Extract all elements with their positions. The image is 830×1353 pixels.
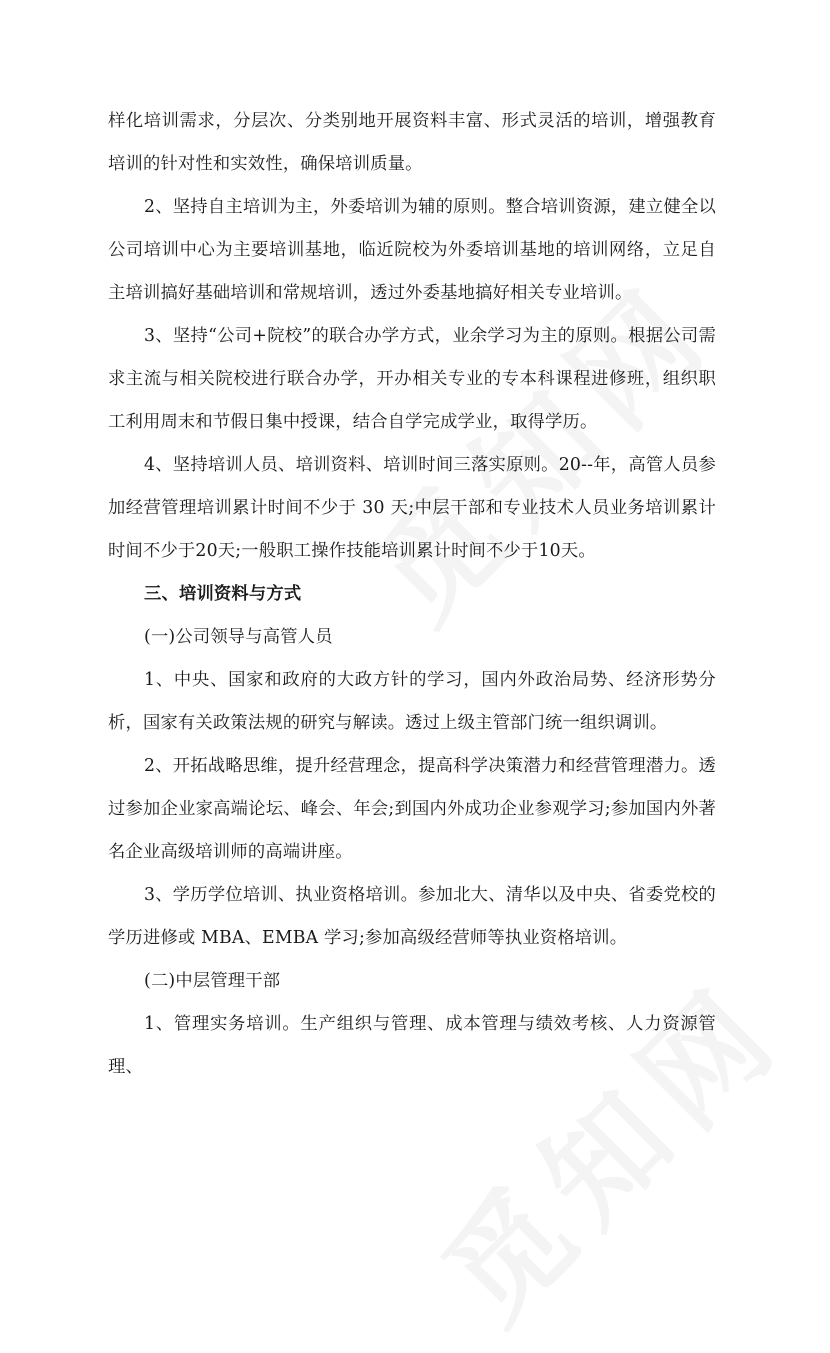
- subsection-heading-leaders: (一)公司领导与高管人员: [144, 627, 333, 647]
- subsection-heading-middle-managers: (二)中层管理干部: [144, 971, 281, 991]
- paragraph-principle-3: 3、坚持“公司+院校”的联合办学方式，业余学习为主的原则。根据公司需求主流与相关院校进行联合办学，开办相关专业的专本科课程进修班，组织职工利用周末和节假日集中授课，结合自学完成学业，取得学历。: [108, 326, 716, 432]
- paragraph-leaders-1: 1、中央、国家和政府的大政方针的学习，国内外政治局势、经济形势分析，国家有关政策法规的研究与解读。透过上级主管部门统一组织调训。: [108, 670, 716, 733]
- paragraph-middle-managers-1: 1、管理实务培训。生产组织与管理、成本管理与绩效考核、人力资源管理、: [108, 1014, 716, 1077]
- section-heading: 三、培训资料与方式: [144, 584, 302, 604]
- paragraph-principle-4: 4、坚持培训人员、培训资料、培训时间三落实原则。20--年，高管人员参加经营管理培训累计时间不少于 30 天;中层干部和专业技术人员业务培训累计时间不少于20天;一般职工操作技能培训累计时间不少于10天。: [108, 455, 716, 561]
- paragraph-leaders-3: 3、学历学位培训、执业资格培训。参加北大、清华以及中央、省委党校的学历进修或 MBA、EMBA 学习;参加高级经营师等执业资格培训。: [108, 885, 716, 948]
- paragraph-principle-2: 2、坚持自主培训为主，外委培训为辅的原则。整合培训资源，建立健全以公司培训中心为主要培训基地，临近院校为外委培训基地的培训网络，立足自主培训搞好基础培训和常规培训，透过外委基地搞好相关专业培训。: [108, 197, 716, 303]
- paragraph-leaders-2: 2、开拓战略思维，提升经营理念，提高科学决策潜力和经营管理潜力。透过参加企业家高端论坛、峰会、年会;到国内外成功企业参观学习;参加国内外著名企业高级培训师的高端讲座。: [108, 756, 716, 862]
- paragraph-continuation: 样化培训需求，分层次、分类别地开展资料丰富、形式灵活的培训，增强教育培训的针对性和实效性，确保培训质量。: [108, 111, 716, 174]
- document-body: [108, 100, 716, 1089]
